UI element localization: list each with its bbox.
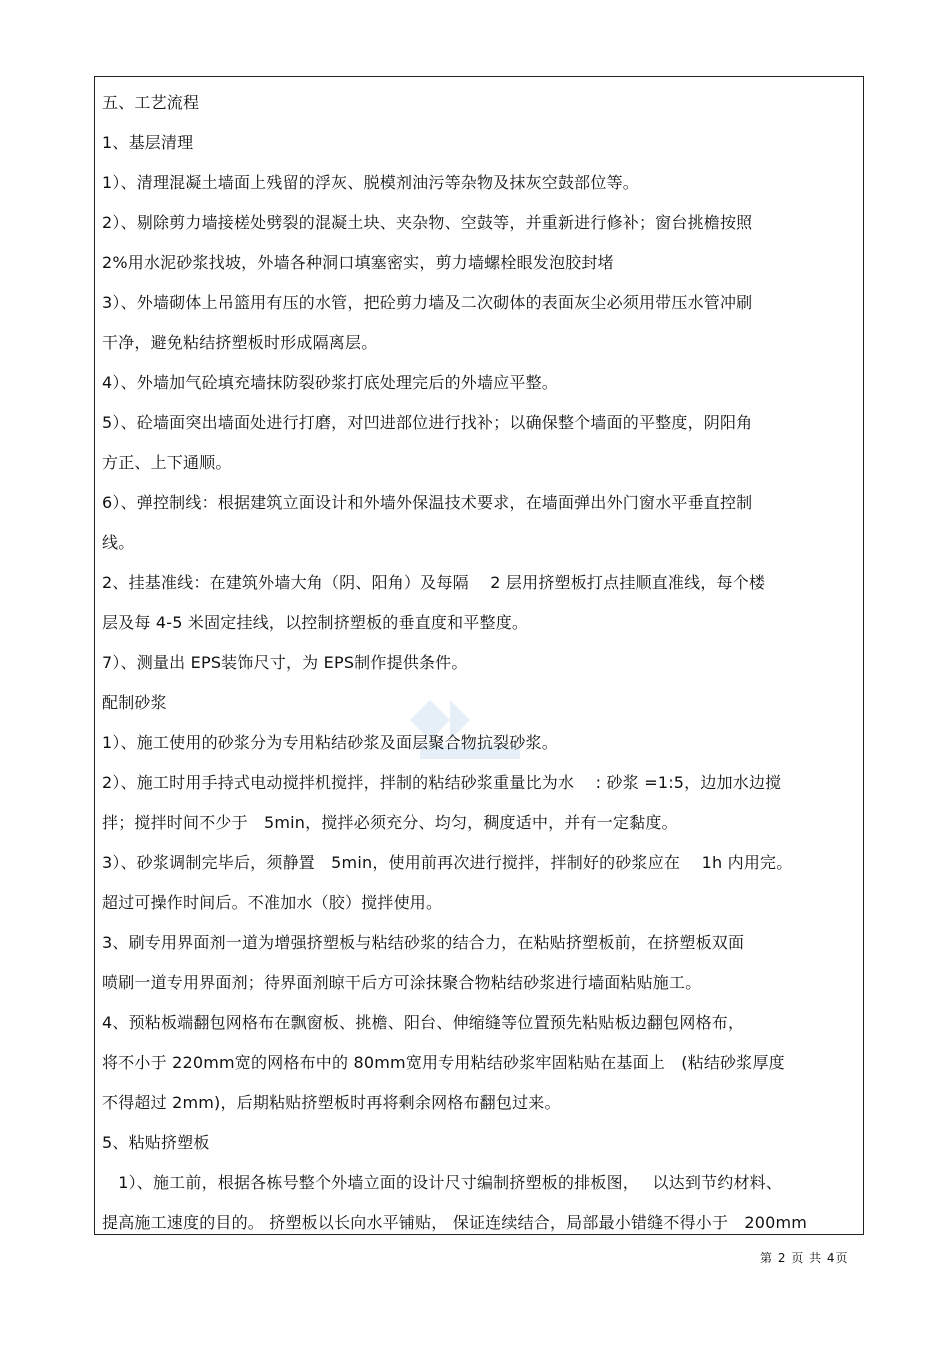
text-line: 5）、砼墙面突出墙面处进行打磨，对凹进部位进行找补；以确保整个墙面的平整度，阴阳角 <box>102 413 753 432</box>
page-number: 第 2 页 共 4页 <box>760 1251 849 1265</box>
text-line: 2）、剔除剪力墙接槎处劈裂的混凝土块、夹杂物、空鼓等，并重新进行修补；窗台挑檐按照 <box>102 213 753 232</box>
text-line: 线。 <box>102 533 135 552</box>
text-line: 4）、外墙加气砼填充墙抹防裂砂浆打底处理完后的外墙应平整。 <box>102 373 558 392</box>
text-line: 3）、外墙砌体上吊篮用有压的水管，把砼剪力墙及二次砌体的表面灰尘必须用带压水管冲刷 <box>102 293 753 312</box>
text-line: 1、基层清理 <box>102 133 194 152</box>
text-line: 超过可操作时间后。不准加水（胶）搅拌使用。 <box>102 893 443 912</box>
text-line: 3、刷专用界面剂一道为增强挤塑板与粘结砂浆的结合力，在粘贴挤塑板前，在挤塑板双面 <box>102 933 745 952</box>
text-line: 方正、上下通顺。 <box>102 453 232 472</box>
text-line: 5、粘贴挤塑板 <box>102 1133 210 1152</box>
text-line: 1）、施工使用的砂浆分为专用粘结砂浆及面层聚合物抗裂砂浆。 <box>102 733 558 752</box>
text-line: 五、工艺流程 <box>102 93 200 112</box>
text-line: 将不小于 220mm宽的网格布中的 80mm宽用专用粘结砂浆牢固粘贴在基面上 (粘结砂浆厚度 <box>102 1053 785 1072</box>
text-line: 7）、测量出 EPS装饰尺寸，为 EPS制作提供条件。 <box>102 653 468 672</box>
text-line: 干净，避免粘结挤塑板时形成隔离层。 <box>102 333 378 352</box>
text-line: 4、预粘板端翻包网格布在飘窗板、挑檐、阳台、伸缩缝等位置预先粘贴板边翻包网格布， <box>102 1013 745 1032</box>
text-line: 3）、砂浆调制完毕后，须静置 5min，使用前再次进行搅拌，拌制好的砂浆应在 1h 内用完。 <box>102 853 793 872</box>
text-line: 2、挂基准线：在建筑外墙大角（阴、阳角）及每隔 2 层用挤塑板打点挂顺直准线，每个楼 <box>102 573 766 592</box>
text-line: 拌；搅拌时间不少于 5min，搅拌必须充分、均匀，稠度适中，并有一定黏度。 <box>102 813 678 832</box>
text-line: 配制砂浆 <box>102 693 167 712</box>
text-line: 1）、清理混凝土墙面上残留的浮灰、脱模剂油污等杂物及抹灰空鼓部位等。 <box>102 173 639 192</box>
text-line: 提高施工速度的目的。 挤塑板以长向水平铺贴， 保证连续结合，局部最小错缝不得小于 200mm <box>102 1213 808 1232</box>
text-line: 不得超过 2mm)，后期粘贴挤塑板时再将剩余网格布翻包过来。 <box>102 1093 561 1112</box>
text-line: 6）、弹控制线：根据建筑立面设计和外墙外保温技术要求，在墙面弹出外门窗水平垂直控制 <box>102 493 753 512</box>
watermark-logo <box>400 690 530 770</box>
text-line: 层及每 4-5 米固定挂线，以控制挤塑板的垂直度和平整度。 <box>102 613 529 632</box>
text-line: 2%用水泥砂浆找坡，外墙各种洞口填塞密实，剪力墙螺栓眼发泡胶封堵 <box>102 253 614 272</box>
text-line: 1）、施工前，根据各栋号整个外墙立面的设计尺寸编制挤塑板的排板图， 以达到节约材料、 <box>102 1173 783 1192</box>
text-line: 喷刷一道专用界面剂；待界面剂晾干后方可涂抹聚合物粘结砂浆进行墙面粘贴施工。 <box>102 973 702 992</box>
text-line: 2）、施工时用手持式电动搅拌机搅拌，拌制的粘结砂浆重量比为水 : 砂浆 =1:5，边加水边搅 <box>102 773 782 792</box>
